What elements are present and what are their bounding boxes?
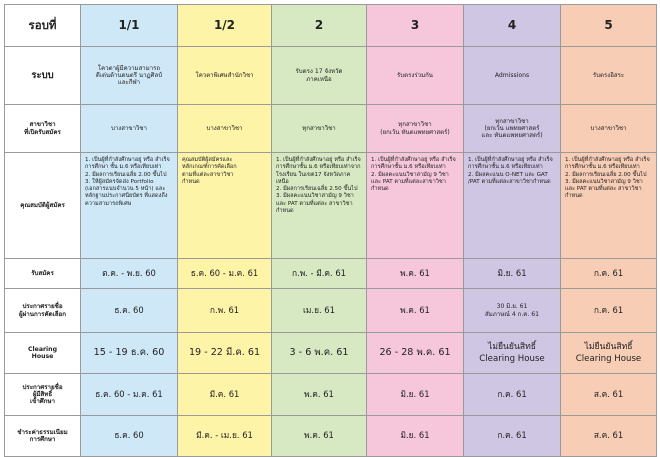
round-header: 1/2	[178, 5, 272, 47]
majors-line: บางสาขาวิชา	[590, 124, 627, 132]
system-cell	[272, 47, 367, 105]
round-header: 4	[464, 5, 561, 47]
system-cell	[81, 47, 178, 105]
label-majors	[5, 105, 81, 153]
label-line: ประกาศรายชื่อ	[22, 303, 63, 311]
row-tuition	[5, 416, 657, 457]
label-line: การศึกษา	[29, 436, 56, 443]
apply-cell: ก.ค. 61	[561, 259, 657, 289]
tuition-cell: ธ.ค. 60	[81, 416, 178, 457]
round-header: 1/1	[81, 5, 178, 47]
qualification-item: 2. มีผลการเรียนเฉลี่ย 2.50 ขึ้นไป	[276, 186, 358, 193]
announce-line: พ.ค. 61	[400, 304, 430, 315]
row-majors	[5, 105, 657, 153]
qualifications-cell	[81, 153, 178, 259]
clearing-cell	[367, 333, 464, 374]
qualifications-cell	[464, 153, 561, 259]
qualification-item: 3. ให้ผู้สมัครจัดส่ง Portfolio (เอกสารแนบจำนวน 5 หน้า) และหลักฐานประกาศนียบัตร ที่แสดงถึงความสามารถพิเศษ	[85, 178, 168, 207]
majors-line: (ยกเว้น แพทยศาสตร์	[484, 124, 540, 132]
tuition-cell: ก.ค. 61	[464, 416, 561, 457]
label-line: ผู้มีสิทธิ์	[32, 390, 53, 398]
announce-line: 30 มิ.ย. 61	[496, 303, 528, 311]
label-line: สาขาวิชา	[29, 121, 56, 129]
announce-eligible-cell: ธ.ค. 60 - ม.ค. 61	[81, 374, 178, 416]
qualification-item: 1. เป็นผู้ที่กำลังศึกษาอยู่ หรือ สำเร็จการศึกษาชั้น ม.6 หรือเทียบเท่าจากโรงเรียน ในเขต17 จังหวัดภาคเหนือ	[276, 157, 361, 185]
qualification-item: 1. เป็นผู้ที่กำลังศึกษาอยู่ หรือ สำเร็จการศึกษา ชั้น ม.6 หรือเทียบเท่า	[85, 157, 170, 171]
announce-line: ธ.ค. 60	[114, 304, 144, 315]
system-line: โควตาพิเศษสำนักวิชา	[195, 71, 254, 79]
clearing-cell	[81, 333, 178, 374]
qualifications-cell	[367, 153, 464, 259]
row-round	[5, 5, 657, 47]
announce-eligible-cell: ก.ค. 61	[464, 374, 561, 416]
apply-cell: ก.พ. - มี.ค. 61	[272, 259, 367, 289]
system-line: รับตรง 17 จังหวัด	[295, 68, 343, 76]
apply-cell: ต.ค. - พ.ย. 60	[81, 259, 178, 289]
round-header: 3	[367, 5, 464, 47]
label-clearing-house	[5, 333, 81, 374]
qualifications-cell	[178, 153, 272, 259]
apply-cell: มิ.ย. 61	[464, 259, 561, 289]
system-line: ดีเด่นด้านดนตรี นาฏศิลป์	[95, 71, 163, 79]
majors-line: บางสาขาวิชา	[206, 124, 243, 132]
qualification-item: คุณสมบัติผู้สมัครและ	[182, 157, 233, 163]
clearing-line: Clearing House	[575, 354, 642, 364]
system-cell	[367, 47, 464, 105]
label-line: เข้าศึกษา	[29, 398, 56, 406]
announce-selected-cell	[272, 289, 367, 333]
majors-line: ทุกสาขาวิชา	[495, 117, 529, 125]
label-line: House	[31, 353, 54, 360]
label-announce-eligible	[5, 374, 81, 416]
system-cell	[464, 47, 561, 105]
tuition-cell: ส.ค. 61	[561, 416, 657, 457]
system-line: รับตรงร่วมกัน	[397, 71, 433, 79]
label-line: ผู้ผ่านการคัดเลือก	[18, 310, 67, 318]
qualification-item: 1. เป็นผู้ที่กำลังศึกษาอยู่ หรือ สำเร็จการศึกษาชั้น ม.6 หรือเทียบเท่า	[565, 157, 650, 171]
qualifications-cell	[272, 153, 367, 259]
announce-selected-cell	[178, 289, 272, 333]
majors-line: ทุกสาขาวิชา	[302, 124, 336, 132]
system-line: รับตรงอิสระ	[592, 71, 625, 79]
qualification-item: 2. มีผลคะแนน O-NET และ GAT /PAT ตามที่แต่ละสาขาวิชากำหนด	[468, 171, 551, 185]
label-apply: รับสมัคร	[5, 259, 81, 289]
announce-selected-cell	[561, 289, 657, 333]
majors-cell	[464, 105, 561, 153]
announce-eligible-cell: พ.ค. 61	[272, 374, 367, 416]
qualification-item: กำหนด	[182, 178, 200, 185]
row-system	[5, 47, 657, 105]
qualification-item: หลักเกณฑ์การคัดเลือก	[182, 164, 237, 171]
announce-line: ก.พ. 61	[209, 304, 240, 315]
clearing-line: 15 - 19 ธ.ค. 60	[93, 347, 165, 359]
row-qualifications	[5, 153, 657, 259]
clearing-cell	[561, 333, 657, 374]
round-header: 2	[272, 5, 367, 47]
majors-cell	[561, 105, 657, 153]
announce-eligible-cell: ส.ค. 61	[561, 374, 657, 416]
majors-line: และ ทันตแพทยศาสตร์)	[481, 132, 543, 140]
tuition-cell: มี.ค. - เม.ย. 61	[178, 416, 272, 457]
qualification-item: 2. มีผลการเรียนเฉลี่ย 2.00 ขึ้นไป	[565, 171, 647, 178]
system-cell	[561, 47, 657, 105]
label-line: ประกาศรายชื่อ	[22, 383, 63, 391]
qualification-item: 1. เป็นผู้ที่กำลังศึกษาอยู่ หรือ สำเร็จการศึกษาชั้น ม.6 หรือเทียบเท่า	[468, 157, 553, 171]
qualification-item: 1. เป็นผู้ที่กำลังศึกษาอยู่ หรือ สำเร็จการศึกษาชั้น ม.6 หรือเทียบเท่า	[371, 157, 456, 171]
announce-line: ก.ค. 61	[593, 304, 624, 315]
qualification-item: 2. มีผลการเรียนเฉลี่ย 2.00 ขึ้นไป	[85, 171, 167, 178]
label-round: รอบที่	[5, 5, 81, 47]
row-announce-selected	[5, 289, 657, 333]
admission-schedule-table	[4, 4, 657, 457]
system-line: Admissions	[494, 71, 530, 79]
apply-cell: ธ.ค. 60 - ม.ค. 61	[178, 259, 272, 289]
clearing-line: 26 - 28 พ.ค. 61	[379, 347, 451, 359]
announce-selected-cell	[81, 289, 178, 333]
qualification-item: 2. มีผลคะแนนวิชาสามัญ 9 วิชา และ PAT ตามที่แต่ละสาขาวิชากำหนด	[371, 171, 449, 193]
label-tuition	[5, 416, 81, 457]
round-header: 5	[561, 5, 657, 47]
majors-line: ทุกสาขาวิชา	[398, 121, 432, 129]
qualifications-cell	[561, 153, 657, 259]
system-cell	[178, 47, 272, 105]
clearing-line: Clearing House	[479, 354, 545, 364]
majors-cell	[367, 105, 464, 153]
clearing-line: 3 - 6 พ.ค. 61	[289, 347, 349, 359]
majors-cell	[272, 105, 367, 153]
system-line: ภาคเหนือ	[306, 75, 332, 83]
qualification-item: 3. มีผลคะแนนวิชาสามัญ 9 วิชา และ PAT ตามที่แต่ละ สาขาวิชากำหนด	[276, 193, 354, 214]
label-line: ชำระค่าธรรมเนียม	[17, 428, 68, 436]
label-line: ที่เปิดรับสมัคร	[24, 128, 61, 136]
announce-selected-cell	[464, 289, 561, 333]
clearing-cell	[272, 333, 367, 374]
system-line: และกีฬา	[117, 79, 141, 87]
majors-line: (ยกเว้น ทันตแพทยศาสตร์)	[380, 128, 450, 136]
apply-cell: พ.ค. 61	[367, 259, 464, 289]
tuition-cell: มิ.ย. 61	[367, 416, 464, 457]
announce-line: สัมภาษณ์ 4 ก.ค. 61	[485, 310, 539, 318]
announce-selected-cell	[367, 289, 464, 333]
qualification-item: 3. มีผลคะแนนวิชาสามัญ 9 วิชา และ PAT ตามที่แต่ละ สาขาวิชากำหนด	[565, 178, 643, 200]
label-qualifications: คุณสมบัติผู้สมัคร	[5, 153, 81, 259]
majors-line: บางสาขาวิชา	[111, 124, 147, 132]
qualification-item: ตามที่แต่ละสาขาวิชา	[182, 171, 234, 178]
announce-line: เม.ย. 61	[303, 304, 335, 315]
clearing-line: 19 - 22 มี.ค. 61	[188, 347, 261, 359]
row-apply	[5, 259, 657, 289]
row-clearing-house	[5, 333, 657, 374]
majors-cell	[81, 105, 178, 153]
tuition-cell: พ.ค. 61	[272, 416, 367, 457]
row-announce-eligible	[5, 374, 657, 416]
majors-cell	[178, 105, 272, 153]
clearing-cell	[178, 333, 272, 374]
announce-eligible-cell: มิ.ย. 61	[367, 374, 464, 416]
clearing-cell	[464, 333, 561, 374]
label-system: ระบบ	[5, 47, 81, 105]
clearing-line: ไม่ยืนยันสิทธิ์	[488, 341, 536, 352]
clearing-line: ไม่ยืนยันสิทธิ์	[584, 341, 633, 352]
announce-eligible-cell: มี.ค. 61	[178, 374, 272, 416]
label-line: Clearing	[27, 345, 58, 353]
label-announce-selected	[5, 289, 81, 333]
system-line: โควตาผู้มีความสามารถ	[97, 64, 161, 72]
